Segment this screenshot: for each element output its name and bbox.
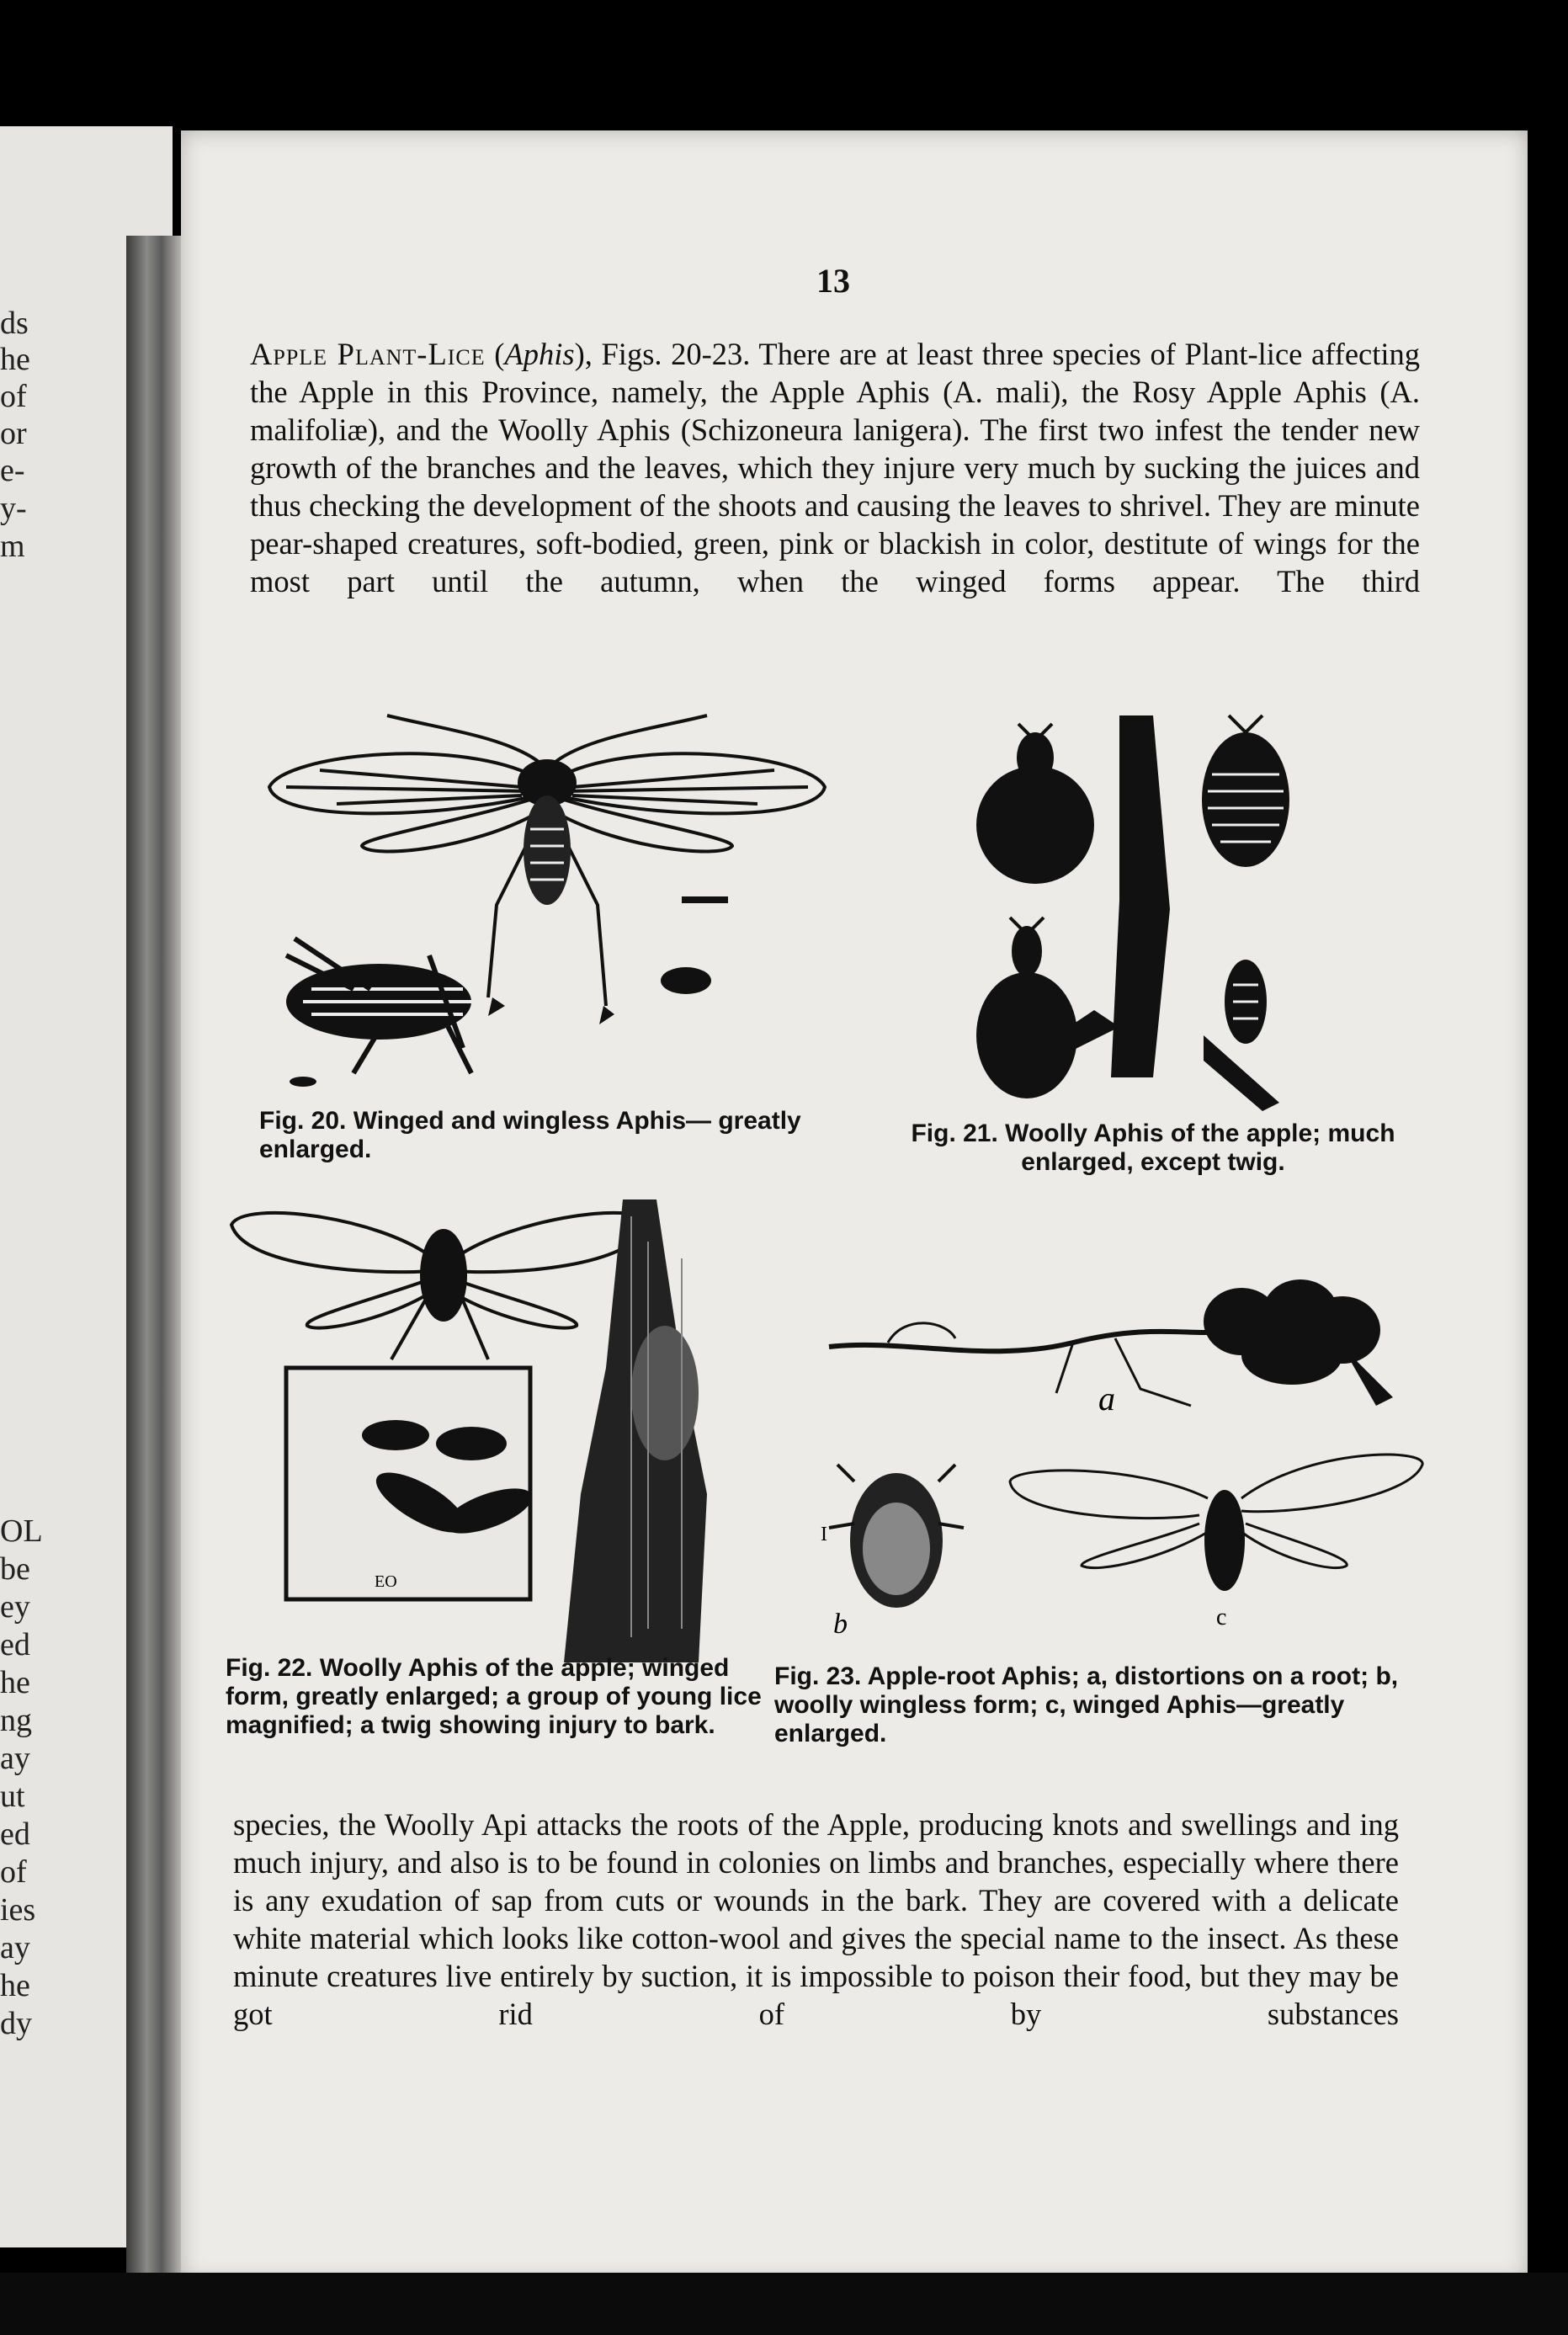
caption-text: Winged and wingless Aphis— greatly enlarged. — [259, 1107, 801, 1163]
figure-label: Fig. 21. — [911, 1120, 998, 1147]
figure-20-illustration — [252, 703, 842, 1090]
facing-page-fragment: m — [0, 529, 25, 564]
facing-page-fragment: ey — [0, 1589, 30, 1625]
figure-label: Fig. 23. — [774, 1662, 862, 1690]
facing-page-fragment: ay — [0, 1930, 30, 1965]
figure-23-label-c: c — [1216, 1604, 1227, 1630]
facing-page-fragment: ies — [0, 1892, 36, 1928]
figure-22-caption — [226, 1654, 773, 1740]
figure-23-label-b: b — [833, 1609, 848, 1640]
figure-23-illustration — [821, 1271, 1435, 1658]
figure-22-illustration — [227, 1191, 816, 1662]
facing-page-fragment: ed — [0, 1627, 30, 1662]
facing-page-fragment: y- — [0, 491, 27, 526]
facing-page-fragment: he — [0, 1968, 30, 2003]
caption-text: Apple-root Aphis; a, distortions on a root; b, woolly wingless form; c, winged Aphis—greatly enlarged. — [774, 1662, 1399, 1747]
scan-border — [0, 2273, 1568, 2335]
section-heading: Apple Plant-Lice — [250, 337, 486, 371]
figure-23-label-a: a — [1098, 1380, 1115, 1417]
facing-page-fragment: dy — [0, 2006, 32, 2041]
figure-23-label-one: I — [821, 1524, 827, 1545]
heading-genus: Aphis — [504, 337, 575, 371]
book-gutter — [126, 236, 185, 2281]
facing-page-fragment: of — [0, 1854, 27, 1890]
figure-21-caption — [875, 1120, 1431, 1177]
facing-page-fragment: or — [0, 416, 27, 451]
figure-reference: Figs. 20-23. — [601, 337, 751, 371]
facing-page-fragment: ay — [0, 1741, 30, 1776]
facing-page-fragment: ng — [0, 1703, 32, 1738]
figure-21-illustration — [968, 707, 1321, 1120]
facing-page-fragment: e- — [0, 453, 25, 488]
figure-20-caption — [259, 1107, 840, 1164]
figure-label: Fig. 22. — [226, 1654, 313, 1682]
paragraph-apple-plant-lice: Apple Plant-Lice (Aphis), Figs. 20-23. There are at least three species of Plant-lice affecting the Apple in this Province, namely, the Apple Aphis (A. mali), the Rosy Apple Aphis (A. malifoliæ), and the Woolly Aphis (Schizoneura lanigera). The first two infest the tender new growth of the branches and the leaves, which they injure very much by sucking the juices and thus checking the development of the shoots and causing the leaves to shrivel. They are minute pear-shaped creatures, soft-bodied, green, pink or blackish in color, destitute of wings for the most part until the autumn, when the winged forms appear. The third — [250, 337, 1421, 598]
figure-label: Fig. 20. — [259, 1107, 347, 1135]
caption-text: Woolly Aphis of the apple; winged form, greatly enlarged; a group of young lice magnified; a twig showing injury to bark. — [226, 1654, 762, 1739]
facing-page-fragment: ut — [0, 1779, 25, 1814]
page-number: 13 — [816, 262, 850, 300]
paragraph-text: There are at least three species of Plant-lice affecting the Apple in this Province, namely, the Apple Aphis (A. mali), the Rosy Apple Aphis (A. malifoliæ), and the Woolly Aphis (Schizoneura lanigera). The first two infest the tender new growth of the branches and the leaves, which they injure very much by sucking the juices and thus checking the development of the shoots and causing the leaves to shrivel. They are minute pear-shaped creatures, soft-bodied, green, pink or blackish in color, destitute of wings for the most part until the autumn, when the winged forms appear. The third — [250, 337, 1421, 598]
paragraph-woolly-aphis: species, the Woolly Api attacks the roots of the Apple, producing knots and swellings and ing much injury, and also is to be found in colonies on limbs and branches, especially where there is any exudation of sap from cuts or wounds in the bark. They are covered with a delicate white material which looks like cotton-wool and gives the special name to the insect. As these minute creatures live entirely by suction, it is impossible to poison their food, but they may be got rid of by substances — [233, 1807, 1399, 2031]
facing-page-fragment: of — [0, 379, 27, 414]
facing-page-fragment: he — [0, 342, 30, 377]
facing-page-fragment: OL — [0, 1513, 43, 1549]
facing-page-fragment: he — [0, 1665, 30, 1700]
facing-page-fragment: be — [0, 1551, 30, 1587]
facing-page-fragment: ds — [0, 306, 29, 341]
figure-23-caption — [774, 1662, 1431, 1748]
facing-page-fragment: ed — [0, 1816, 30, 1852]
figure-22-eo-label: EO — [375, 1572, 397, 1591]
caption-text: Woolly Aphis of the apple; much enlarged, except twig. — [1005, 1120, 1395, 1176]
